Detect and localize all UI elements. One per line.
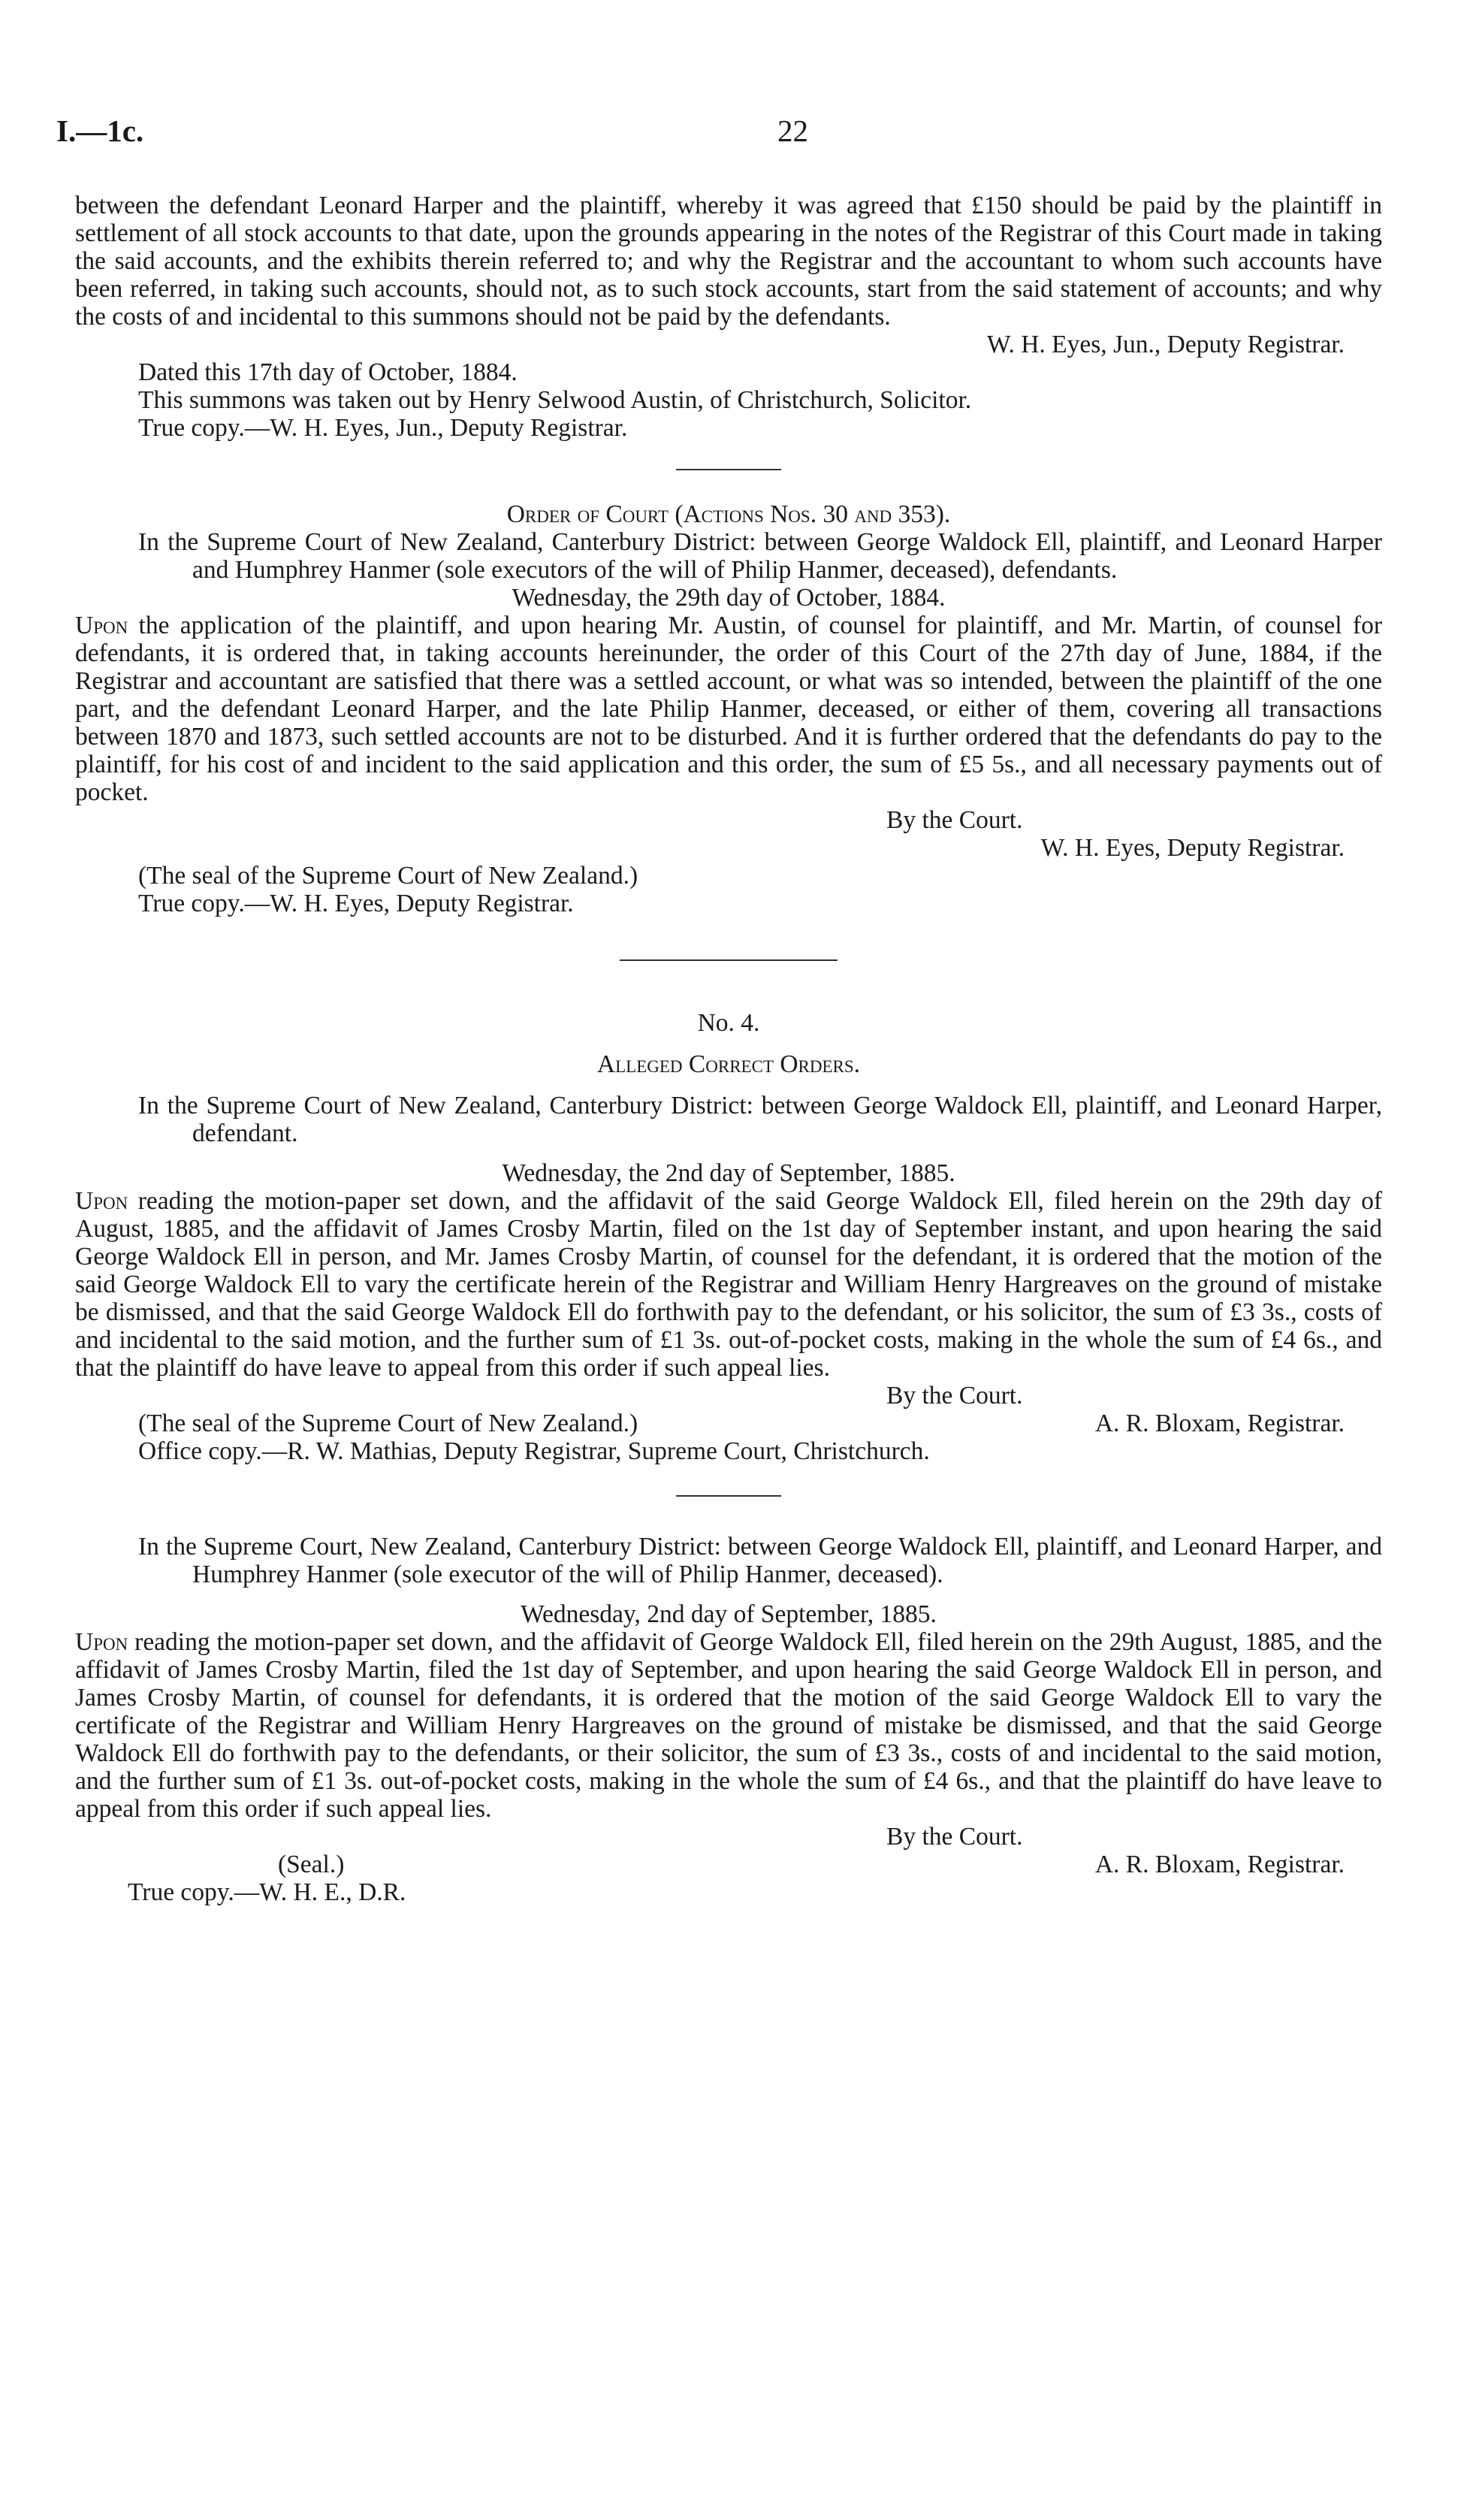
order-court-parties: In the Supreme Court of New Zealand, Canterbury District: between George Waldock Ell, plaintiff, and Leonard Harper and Humphrey Hanmer (sole executors of the will of Philip Hanmer, deceased), defendants. [138,528,1382,584]
second-order-body [75,1628,1382,1823]
first-order-date: Wednesday, the 2nd day of September, 1885. [502,1159,955,1187]
second-order-seal-row [75,1851,1382,1878]
section-heading: Alleged Correct Orders. [596,1050,861,1078]
second-order-seal: (Seal.) [278,1851,345,1878]
order-body-text: the application of the plaintiff, and upon hearing Mr. Austin, of counsel for plaintiff, and Mr. Martin, of counsel for defendants, it is ordered that, in taking accounts hereinunder, the order of this Court of the 27th day of June, 1884, if the Registrar and accountant are satisfied that there was a settled account, or what was so intended, between the plaintiff of the one part, and the defendant Leonard Harper, and the late Philip Hanmer, deceased, or either of them, covering all transactions between 1870 and 1873, such settled accounts are not to be disturbed. And it is further ordered that the defendants do pay to the plaintiff, for his cost of and incident to the said application and this order, the sum of £5 5s., and all necessary payments out of pocket. [75,612,1382,806]
page-content [75,192,1382,1906]
second-order-court-parties: In the Supreme Court, New Zealand, Canterbury District: between George Waldock Ell, plaintiff, and Leonard Harper, and Humphrey Hanmer (sole executor of the will of Philip Hanmer, deceased). [138,1533,1382,1588]
summons-taken-out: This summons was taken out by Henry Selwood Austin, of Christchurch, Solicitor. [138,386,972,414]
order-signature: W. H. Eyes, Deputy Registrar. [1040,834,1345,862]
second-order-date: Wednesday, 2nd day of September, 1885. [521,1600,937,1628]
second-order-signature: A. R. Bloxam, Registrar. [1094,1851,1345,1878]
second-order-true-copy: True copy.—W. H. E., D.R. [128,1878,406,1906]
first-order-office-copy: Office copy.—R. W. Mathias, Deputy Registrar, Supreme Court, Christchurch. [138,1437,930,1465]
order-body-lead: Upon [75,612,128,639]
first-order-body-lead: Upon [75,1187,128,1215]
first-order-signature: A. R. Bloxam, Registrar. [1094,1410,1345,1437]
section-number: No. 4. [697,1009,760,1037]
second-order-by-the-court: By the Court. [886,1823,1023,1851]
page-number: 22 [777,113,808,148]
first-order-court-parties: In the Supreme Court of New Zealand, Canterbury District: between George Waldock Ell, plaintiff, and Leonard Harper, defendant. [138,1092,1382,1147]
second-order-body-text: reading the motion-paper set down, and the affidavit of George Waldock Ell, filed herein on the 29th August, 1885, and the affidavit of James Crosby Martin, filed the 1st day of September, and upon hearing the said George Waldock Ell in person, and James Crosby Martin, of counsel for defendants, it is ordered that the motion of the said George Waldock Ell to vary the certificate of the Registrar and William Henry Hargreaves on the ground of mistake be dismissed, and that the said George Waldock Ell do forthwith pay to the defendants, or their solicitor, the sum of £3 3s., costs of and incidental to the said motion, and the further sum of £1 3s. out-of-pocket costs, making in the whole the sum of £4 6s., and that the plaintiff do have leave to appeal from this order if such appeal lies. [75,1628,1382,1823]
first-order-by-the-court: By the Court. [886,1382,1023,1410]
first-order-body [75,1187,1382,1382]
order-body [75,612,1382,806]
order-seal: (The seal of the Supreme Court of New Zealand.) [138,862,638,890]
summons-true-copy: True copy.—W. H. Eyes, Jun., Deputy Registrar. [138,414,628,442]
order-by-the-court: By the Court. [886,806,1023,834]
parliamentary-paper-reference: I.—1c. [56,113,144,148]
first-order-body-text: reading the motion-paper set down, and the affidavit of the said George Waldock Ell, filed herein on the 29th day of August, 1885, and the affidavit of James Crosby Martin, filed on the 1st day of September instant, and upon hearing the said George Waldock Ell in person, and Mr. James Crosby Martin, of counsel for the defendant, it is ordered that the motion of the said George Waldock Ell to vary the certificate herein of the Registrar and William Henry Hargreaves on the ground of mistake be dismissed, and that the said George Waldock Ell do forthwith pay to the defendant, or his solicitor, the sum of £3 3s., costs of and incidental to the said motion, and the further sum of £1 3s. out-of-pocket costs, making in the whole the sum of £4 6s., and that the plaintiff do have leave to appeal from this order if such appeal lies. [75,1187,1382,1382]
first-order-seal: (The seal of the Supreme Court of New Zealand.) [138,1410,638,1437]
second-order-body-lead: Upon [75,1628,128,1656]
order-of-court-title: Order of Court (Actions Nos. 30 and 353). [506,500,951,528]
summons-signature: W. H. Eyes, Jun., Deputy Registrar. [986,331,1345,358]
summons-continuation-text: between the defendant Leonard Harper and the plaintiff, whereby it was agreed that £150 should be paid by the plaintiff in settlement of all stock accounts to that date, upon the grounds appearing in the notes of the Registrar of this Court made in taking the said accounts, and the exhibits therein referred to; and why the Registrar and the accountant to whom such accounts have been referred, in taking such accounts, should not, as to such stock accounts, start from the said statement of accounts; and why the costs of and incidental to this summons should not be paid by the defendants. [75,192,1382,331]
summons-dated: Dated this 17th day of October, 1884. [138,358,518,386]
order-date: Wednesday, the 29th day of October, 1884. [512,584,946,612]
page-header [56,113,1401,158]
order-true-copy: True copy.—W. H. Eyes, Deputy Registrar. [138,890,574,917]
first-order-seal-row [75,1410,1382,1437]
